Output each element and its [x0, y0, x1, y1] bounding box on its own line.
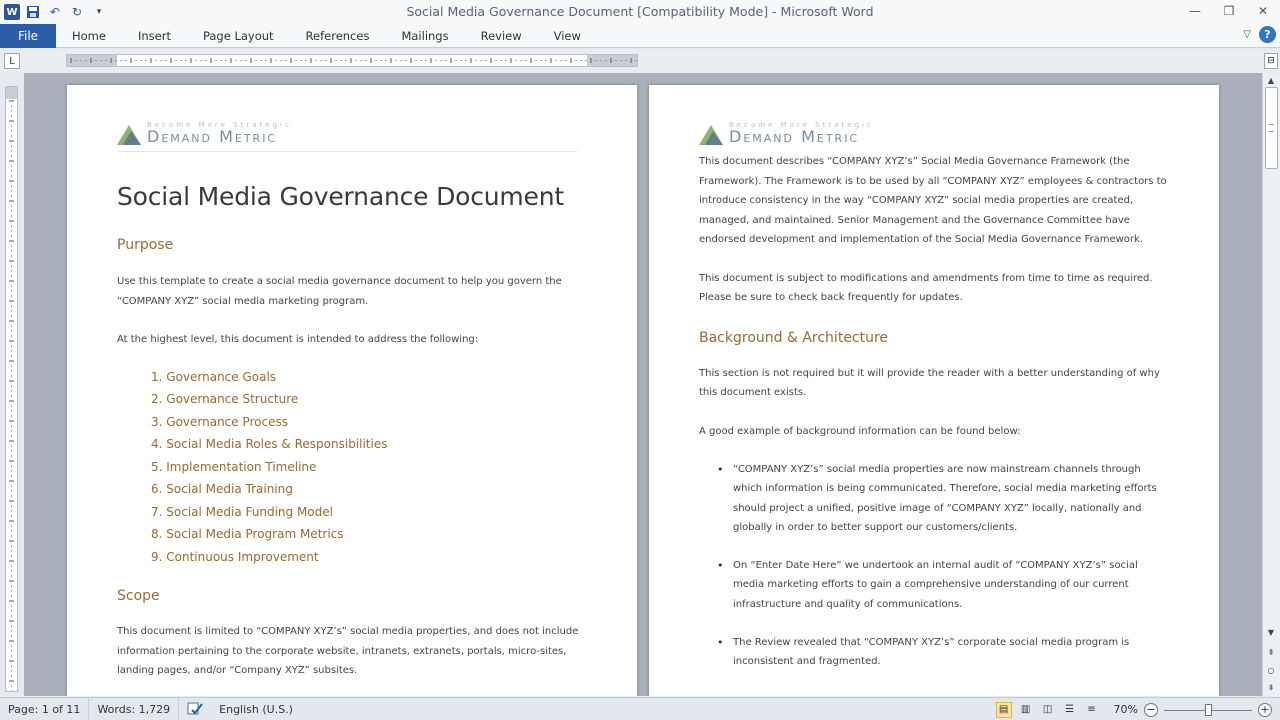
- word-count[interactable]: Words: 1,729: [89, 698, 179, 720]
- undo-icon[interactable]: ↶: [49, 5, 61, 19]
- window-title: Social Media Governance Document [Compatibility Mode] - Microsoft Word: [406, 4, 874, 19]
- list-item: • “COMPANY XYZ’s” social media properties are now mainstream channels through which information is being communicated. Therefore, social media marketing efforts should project a unified, positive image of “COMPANY XYZ” locally, nationally and globally in order to better support our customers/clients.: [715, 460, 1169, 537]
- tab-references[interactable]: References: [305, 28, 370, 43]
- header-divider: [117, 151, 577, 152]
- view-ruler-icon[interactable]: ⊟: [1264, 53, 1278, 69]
- scroll-up-icon[interactable]: ▲: [1267, 75, 1275, 85]
- scroll-down-icon[interactable]: ▼: [1267, 627, 1275, 637]
- background-bullets: [699, 460, 1169, 672]
- list-item: • On “Enter Date Here” we undertook an internal audit of “COMPANY XYZ’s” social media marketing efforts to gain a comprehensive understanding of our current infrastructure and quality of communications.: [715, 556, 1169, 614]
- status-bar: [0, 697, 1280, 720]
- purpose-heading: Purpose: [117, 237, 174, 253]
- tab-page-layout[interactable]: Page Layout: [202, 28, 274, 43]
- document-workspace[interactable]: [24, 73, 1262, 696]
- help-icon[interactable]: ?: [1259, 26, 1276, 43]
- zoom-slider-knob[interactable]: [1205, 704, 1212, 716]
- list-item: 1. Governance Goals: [151, 369, 277, 384]
- logo-name: Demand Metric: [147, 127, 278, 146]
- language-indicator[interactable]: English (U.S.): [219, 702, 293, 716]
- ruler-row: [0, 49, 1280, 73]
- proofing-icon[interactable]: [179, 698, 211, 720]
- web-layout-icon[interactable]: ◫: [1042, 704, 1053, 715]
- tab-mailings[interactable]: Mailings: [401, 28, 449, 43]
- title-bar: [0, 0, 1280, 24]
- list-item: 9. Continuous Improvement: [151, 549, 319, 564]
- tab-insert[interactable]: Insert: [137, 28, 171, 43]
- background-heading: Background & Architecture: [699, 329, 889, 346]
- purpose-paragraph: Use this template to create a social media governance document to help you govern the “COMPANY XYZ” social media marketing program.: [117, 276, 562, 307]
- previous-page-icon[interactable]: ⇞: [1267, 647, 1275, 657]
- page-count[interactable]: Page: 1 of 11: [0, 698, 89, 720]
- scroll-thumb[interactable]: [1265, 87, 1278, 169]
- minimize-icon[interactable]: —: [1189, 4, 1201, 18]
- zoom-in-icon[interactable]: +: [1258, 703, 1272, 717]
- draft-view-icon[interactable]: ≡: [1087, 704, 1096, 715]
- demand-metric-logo: [699, 119, 1169, 145]
- logo-mark-icon: [699, 123, 723, 145]
- restore-icon[interactable]: ❐: [1223, 4, 1235, 18]
- tab-file[interactable]: File: [0, 24, 56, 48]
- scope-paragraph: This document is limited to “COMPANY XYZ’s” social media properties, and does not include information pertaining to the corporate website, intranets, extranets, portals, micro-sites, landing pages, and/or “Company XYZ” subsites.: [117, 626, 579, 676]
- purpose-intro: At the highest level, this document is intended to address the following:: [117, 334, 479, 345]
- word-app-icon[interactable]: W: [4, 4, 20, 20]
- background-example-intro: A good example of background information can be found below:: [699, 425, 1021, 437]
- expand-ribbon-icon[interactable]: ▽: [1243, 29, 1251, 40]
- customize-icon[interactable]: ▾: [96, 7, 102, 17]
- background-paragraph: This section is not required but it will provide the reader with a better understanding of why this document exists.: [699, 367, 1160, 398]
- ribbon-tabs: [0, 24, 1280, 48]
- tab-view[interactable]: View: [553, 28, 581, 43]
- full-screen-reading-icon[interactable]: ▥: [1020, 704, 1031, 715]
- close-icon[interactable]: ✕: [1257, 4, 1269, 18]
- quick-access-toolbar: [0, 0, 108, 24]
- outline-view-icon[interactable]: ☰: [1065, 704, 1075, 715]
- vertical-ruler[interactable]: [5, 86, 18, 692]
- list-item: 4. Social Media Roles & Responsibilities: [151, 437, 388, 451]
- logo-mark-icon: [117, 123, 141, 145]
- list-item: • The Review revealed that “COMPANY XYZ’s” corporate social media program is inconsistent and fragmented.: [715, 633, 1169, 672]
- modifications-paragraph: This document is subject to modifications and amendments from time to time as required. Please be sure to check back frequently for updates.: [699, 272, 1153, 303]
- list-item: 5. Implementation Timeline: [151, 459, 317, 474]
- horizontal-ruler[interactable]: [66, 54, 638, 67]
- list-item: 2. Governance Structure: [151, 392, 299, 406]
- list-item: 7. Social Media Funding Model: [151, 504, 333, 519]
- tab-home[interactable]: Home: [72, 28, 106, 43]
- tab-selector[interactable]: L: [4, 53, 20, 69]
- tab-review[interactable]: Review: [480, 28, 522, 43]
- document-page-1[interactable]: [67, 85, 637, 696]
- framework-paragraph: This document describes “COMPANY XYZ’s” Social Media Governance Framework (the Framework). The Framework is to be used by all “COMPANY XYZ” employees & contractors to introduce consistency in the way “COMPANY XYZ” social media properties are created, managed, and maintained. Senior Management and the Governance Committee have endorsed development and implementation of the Social Media Governance Framework.: [699, 156, 1167, 245]
- print-layout-icon[interactable]: ▤: [996, 702, 1012, 718]
- list-item: 3. Governance Process: [151, 414, 288, 429]
- demand-metric-logo: [117, 119, 587, 145]
- zoom-slider[interactable]: [1164, 703, 1252, 717]
- next-page-icon[interactable]: ⇟: [1267, 682, 1275, 692]
- logo-name: Demand Metric: [729, 127, 860, 146]
- vertical-scrollbar[interactable]: [1262, 73, 1280, 696]
- redo-icon[interactable]: ↻: [71, 5, 83, 19]
- scope-heading: Scope: [117, 588, 160, 604]
- browse-object-icon[interactable]: ○: [1267, 665, 1275, 675]
- zoom-out-icon[interactable]: −: [1144, 703, 1158, 717]
- zoom-level[interactable]: 70%: [1113, 703, 1138, 716]
- list-item: 6. Social Media Training: [151, 482, 293, 496]
- logo-tagline: Become More Strategic: [147, 121, 292, 129]
- document-page-2[interactable]: [649, 85, 1219, 696]
- list-item: 8. Social Media Program Metrics: [151, 527, 344, 541]
- document-title: Social Media Governance Document: [117, 182, 564, 211]
- logo-tagline: Become More Strategic: [729, 121, 874, 129]
- objectives-list: [117, 366, 587, 569]
- save-icon[interactable]: [24, 3, 42, 21]
